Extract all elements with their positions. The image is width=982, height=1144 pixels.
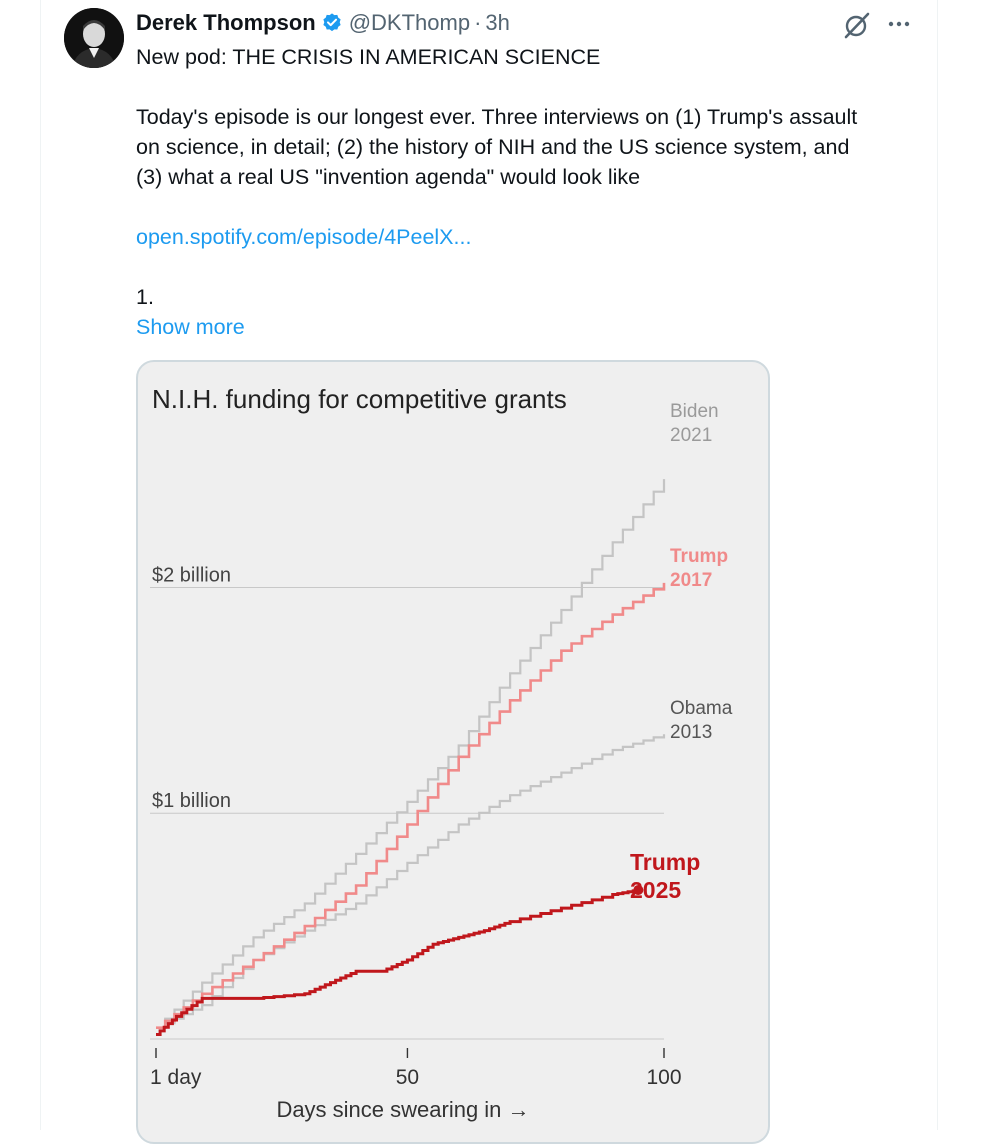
y-gridline-label: $1 billion xyxy=(152,790,231,813)
chart-title: N.I.H. funding for competitive grants xyxy=(152,384,567,414)
series-label-line2: 2017 xyxy=(670,570,713,591)
verified-badge-icon xyxy=(321,12,343,34)
series-label-line1: Trump xyxy=(630,848,701,875)
series-label-line2: 2025 xyxy=(630,876,682,903)
avatar[interactable] xyxy=(64,8,124,68)
series-label-line1: Biden xyxy=(670,401,719,422)
timestamp[interactable]: 3h xyxy=(485,10,510,35)
x-axis-label: Days since swearing in → xyxy=(276,1097,530,1122)
series-label-line1: Trump xyxy=(670,546,729,567)
show-more-link[interactable]: Show more xyxy=(136,315,245,339)
tweet-header xyxy=(136,8,510,38)
grok-icon[interactable] xyxy=(842,10,872,40)
x-tick-label: 1 day xyxy=(150,1066,202,1089)
author-name[interactable]: Derek Thompson xyxy=(136,10,316,35)
chart-image-card[interactable] xyxy=(136,360,770,1144)
y-gridline-label: $2 billion xyxy=(152,564,231,587)
more-options-icon[interactable] xyxy=(884,12,914,36)
tweet-paragraph-line: on science, in detail; (2) the history of NIH and the US science system, and xyxy=(136,135,850,159)
x-tick-label: 100 xyxy=(646,1066,682,1089)
tweet-paragraph-line: (3) what a real US "invention agenda" would look like xyxy=(136,165,641,189)
series-line-biden-2021 xyxy=(156,479,664,1028)
spotify-link[interactable]: open.spotify.com/episode/4PeelX... xyxy=(136,225,472,249)
separator-dot: · xyxy=(474,10,482,35)
author-handle[interactable]: @DKThomp xyxy=(348,10,471,35)
series-label-line1: Obama xyxy=(670,698,733,719)
series-line-trump-2025 xyxy=(156,890,638,1034)
tweet-text xyxy=(136,42,916,342)
series-line-obama-2013 xyxy=(156,734,664,1028)
series-label-line2: 2021 xyxy=(670,425,713,446)
list-start: 1. xyxy=(136,285,154,309)
tweet-line-1: New pod: THE CRISIS IN AMERICAN SCIENCE xyxy=(136,45,601,69)
tweet-paragraph-line: Today's episode is our longest ever. Three interviews on (1) Trump's assault xyxy=(136,105,858,129)
nih-funding-chart xyxy=(138,362,768,1142)
x-tick-label: 50 xyxy=(395,1066,420,1089)
series-label-line2: 2013 xyxy=(670,722,713,743)
